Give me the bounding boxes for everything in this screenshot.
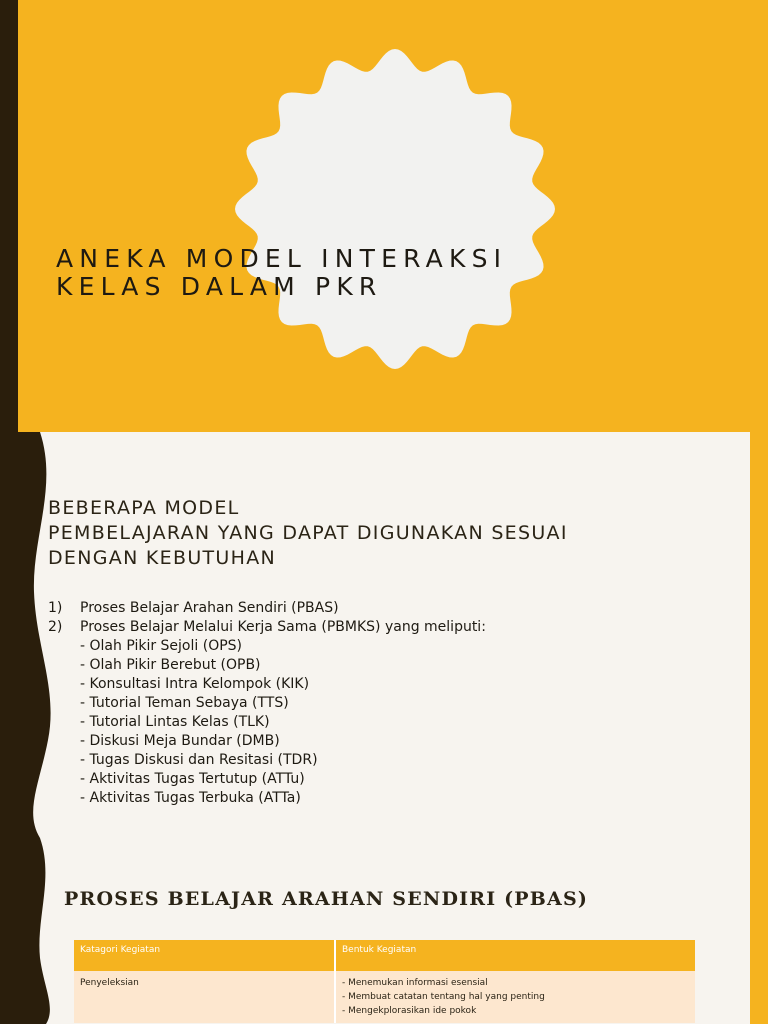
table-header-row xyxy=(74,940,695,971)
sub-list xyxy=(80,637,486,808)
activity-list xyxy=(342,976,689,1018)
slide-title: PROSES BELAJAR ARAHAN SENDIRI (PBAS) xyxy=(64,888,589,910)
list-number: 2) xyxy=(48,619,63,635)
model-list xyxy=(48,599,486,808)
left-accent-strip xyxy=(0,0,18,432)
heading-line-1: BEBERAPA MODEL xyxy=(48,497,240,519)
section-heading xyxy=(48,496,568,571)
sub-list-item: - Aktivitas Tugas Terbuka (ATTa) xyxy=(80,790,301,806)
table-header-activity: Bentuk Kegiatan xyxy=(335,940,695,971)
list-text: Proses Belajar Arahan Sendiri (PBAS) xyxy=(80,600,339,616)
slide-title: ANEKA MODEL INTERAKSI KELAS DALAM PKR xyxy=(56,244,508,301)
sub-list-item: - Tutorial Lintas Kelas (TLK) xyxy=(80,714,270,730)
list-number: 1) xyxy=(48,600,63,616)
activity-item: - Membuat catatan tentang hal yang penting xyxy=(342,992,545,1002)
sub-list-item: - Diskusi Meja Bundar (DMB) xyxy=(80,733,280,749)
table-cell-activities xyxy=(335,971,695,1023)
sub-list-item: - Tutorial Teman Sebaya (TTS) xyxy=(80,695,289,711)
pbas-slide xyxy=(0,838,768,1024)
table-row xyxy=(74,971,695,1023)
title-slide xyxy=(0,0,768,432)
list-item xyxy=(48,618,486,808)
heading-line-2: PEMBELAJARAN YANG DAPAT DIGUNAKAN SESUAI xyxy=(48,522,568,544)
list-text: Proses Belajar Melalui Kerja Sama (PBMKS) yang meliputi: xyxy=(80,619,486,635)
list-item xyxy=(48,599,486,618)
table-header-category: Katagori Kegiatan xyxy=(74,940,335,971)
activity-item: - Menemukan informasi esensial xyxy=(342,978,488,988)
right-accent-edge xyxy=(750,432,768,838)
sub-list-item: - Olah Pikir Berebut (OPB) xyxy=(80,657,261,673)
activity-item: - Mengekplorasikan ide pokok xyxy=(342,1006,477,1016)
heading-line-3: DENGAN KEBUTUHAN xyxy=(48,547,277,569)
models-slide xyxy=(0,432,768,838)
sub-list-item: - Aktivitas Tugas Tertutup (ATTu) xyxy=(80,771,305,787)
right-accent-edge xyxy=(750,838,768,1024)
sub-list-item: - Olah Pikir Sejoli (OPS) xyxy=(80,638,242,654)
scalloped-badge-shape xyxy=(234,48,556,370)
table-cell-category: Penyeleksian xyxy=(74,971,335,1023)
activity-table xyxy=(74,940,695,1023)
sub-list-item: - Konsultasi Intra Kelompok (KIK) xyxy=(80,676,310,692)
sub-list-item: - Tugas Diskusi dan Resitasi (TDR) xyxy=(80,752,318,768)
